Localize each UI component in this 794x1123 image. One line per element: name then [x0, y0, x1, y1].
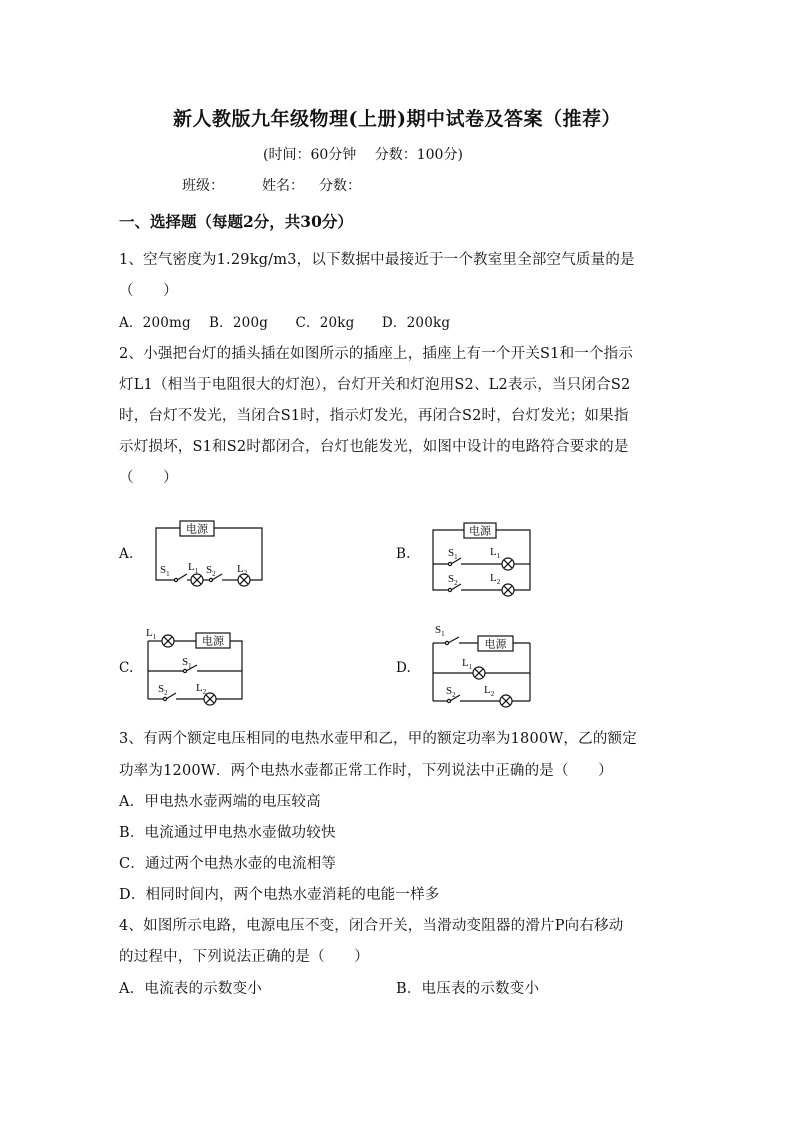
class-field-label: 班级：	[182, 178, 224, 194]
svg-text:L1: $L_1$	[490, 546, 501, 560]
svg-text:S2: $S_2$	[448, 573, 458, 587]
circuit-b-diagram	[428, 518, 538, 606]
page-title: 新人教版九年级物理(上册)期中试卷及答案（推荐）	[173, 108, 621, 130]
svg-text:L2: $L_2$	[490, 572, 501, 586]
svg-text:S2: $S_2$	[206, 564, 216, 578]
q4-line2: 的过程中，下列说法正确的是（ ）	[119, 949, 369, 965]
q3-line1: 3、有两个额定电压相同的电热水壶甲和乙，甲的额定功率为1800W，乙的额定	[119, 731, 637, 747]
svg-text:L1: $L_1$	[146, 627, 157, 641]
svg-text:S2: $S_2$	[158, 683, 168, 697]
power-source-label: 电源	[186, 523, 208, 536]
svg-text:L1: $L_1$	[462, 657, 473, 671]
q2-line2: 灯L1（相当于电阻很大的灯泡），台灯开关和灯泡用S2、L2表示，当只闭合S2	[119, 377, 631, 393]
circuit-b-label: B.	[396, 546, 411, 562]
svg-text:S2: $S_2$	[446, 685, 456, 699]
circuit-d-label: D.	[396, 660, 412, 676]
svg-text:电源: 电源	[484, 638, 507, 651]
svg-text:L2: $L_2$	[484, 684, 495, 698]
q4-option-a: A．电流表的示数变小	[119, 981, 262, 997]
circuit-a-label: A.	[119, 546, 134, 562]
q2-line1: 2、小强把台灯的插头插在如图所示的插座上，插座上有一个开关S1和一个指示	[119, 346, 634, 362]
circuit-d-diagram	[428, 623, 538, 715]
q2-line5: （ ）	[119, 470, 178, 486]
q3-option-c: C．通过两个电热水壶的电流相等	[119, 856, 337, 872]
q3-option-d: D．相同时间内，两个电热水壶消耗的电能一样多	[119, 887, 440, 903]
q1-line1: 1、空气密度为1.29kg/m3，以下数据中最接近于一个教室里全部空气质量的是	[119, 252, 635, 268]
q3-option-b: B．电流通过甲电热水壶做功较快	[119, 825, 336, 841]
q4-line1: 4、如图所示电路，电源电压不变，闭合开关，当滑动变阻器的滑片P向右移动	[119, 918, 624, 934]
circuit-c-label: C.	[119, 660, 134, 676]
q2-line3: 时，台灯不发光，当闭合S1时，指示灯发光，再闭合S2时，台灯发光；如果指	[119, 408, 629, 424]
q3-option-a: A．甲电热水壶两端的电压较高	[119, 794, 321, 810]
q2-line4: 示灯损坏，S1和S2时都闭合，台灯也能发光，如图中设计的电路符合要求的是	[119, 439, 629, 455]
circuit-a-diagram	[150, 516, 275, 591]
svg-text:L2: $L_2$	[196, 682, 207, 696]
svg-text:S1: $S_1$	[160, 564, 170, 578]
svg-text:电源: 电源	[202, 635, 224, 648]
svg-text:L2: $L_2$	[237, 563, 248, 577]
q1-options: A．200mg B．200g C．20kg D．200kg	[119, 315, 451, 331]
svg-text:S1: $S_1$	[435, 624, 445, 638]
svg-text:S1: $S_1$	[448, 547, 458, 561]
q3-line2: 功率为1200W．两个电热水壶都正常工作时，下列说法中正确的是（ ）	[119, 763, 613, 779]
svg-text:L1: $L_1$	[188, 561, 199, 575]
q4-option-b: B．电压表的示数变小	[396, 981, 540, 997]
q1-line2: （ ）	[119, 283, 178, 299]
section-heading: 一、选择题（每题2分，共30分）	[119, 212, 353, 231]
svg-text:S1: $S_1$	[182, 656, 192, 670]
exam-info: (时间：60分钟 分数：100分)	[263, 147, 463, 163]
svg-text:电源: 电源	[469, 525, 491, 538]
score-field-label: 分数：	[319, 178, 361, 194]
circuit-c-diagram	[140, 627, 255, 715]
name-field-label: 姓名：	[262, 178, 304, 194]
